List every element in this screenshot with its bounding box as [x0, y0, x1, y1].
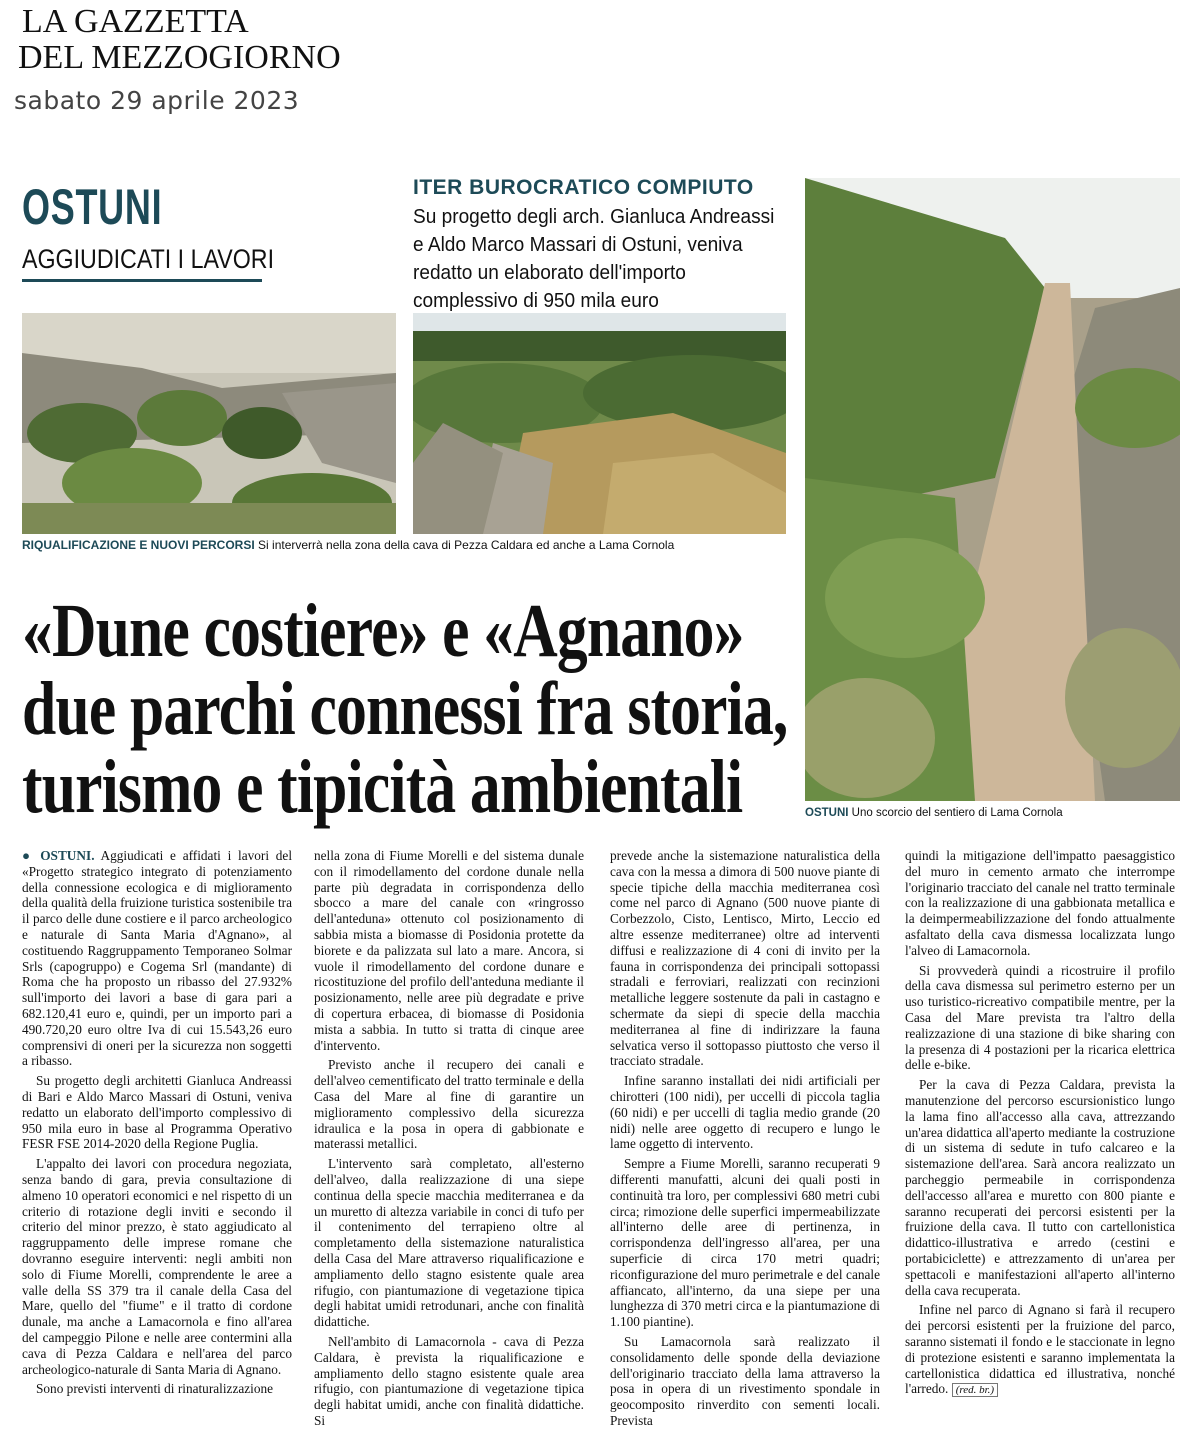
caption-top-label: RIQUALIFICAZIONE E NUOVI PERCORSI — [22, 538, 255, 552]
paragraph: Per la cava di Pezza Caldara, prevista la manutenzione del percorso escursionistico lungo la lama fino all'accesso alla cava, attrezzando un'area didattica all'aperto mediante la costruzione di un sistema di sedute in tufo calcareo e la sistemazione dell'area. Sarà ancora realizzato un parcheggio permeabile in corrispondenza dell'accesso all'area e muretto con 800 piante e saranno recuperati dei percorsi esistenti per la fruizione della cava. Il tutto con cartellonistica didattico-illustrativa e arredo (cestini e portabiciclette) e attrezzamento di un'area per spettacoli e manifestazioni all'aperto all'interno della cava recuperata. — [905, 1077, 1175, 1298]
photo-caption-top — [22, 538, 674, 552]
paragraph: Sempre a Fiume Morelli, saranno recuperati 9 differenti manufatti, alcuni dei quali posti in continuità tra loro, per complessivi 680 metri cubi circa; rimozione delle superfici impermeabilizzate all'interno delle aree di pertinenza, in corrispondenza dell'ingresso all'area, per una superficie di circa 170 metri quadri; riconfigurazione del muro perimetrale e del canale affiancato, all'interno, da una siepe per una lunghezza di 370 metri circa e la piantumazione di 1.100 piantine). — [610, 1156, 880, 1330]
kicker-underline — [22, 279, 262, 282]
caption-right-text: Uno scorcio del sentiero di Lama Cornola — [851, 807, 1063, 819]
publication-date: sabato 29 aprile 2023 — [14, 86, 300, 115]
paragraph: nella zona di Fiume Morelli e del sistema dunale con il rimodellamento del cordone dunale nella parte più degradata in corrispondenza dello sbocco a mare del canale con «ringrosso dell'anteduna» ottenuto col posizionamento di sabbia mista a biomasse di Posidonia protette da biorete e da palizzata sul lato a mare. Ancora, si vuole il rimodellamento del cordone dunare e ricostituzione del profilo dell'anteduna mediante il posizionamento, nelle aree più degradate e prive di copertura erbacea, di biomasse di Posidonia mista a sabbia. In tutto si tratta di cinque aree d'intervento. — [314, 848, 584, 1053]
paragraph: Nell'ambito di Lamacornola - cava di Pezza Caldara, è prevista la riqualificazione e ampliamento dello stagno esistente quale area rifugio, con piantumazione di vegetazione tipica degli habitat umidi, anche con finalità didattiche. Si — [314, 1333, 584, 1428]
headline-line3: turismo e tipicità ambientali — [22, 745, 743, 829]
dateline: ● OSTUNI. — [22, 848, 95, 863]
paragraph: Su progetto degli architetti Gianluca Andreassi di Bari e Aldo Marco Massari di Ostuni, veniva redatto un elaborato dell'importo complessivo di 950 mila euro in base al Programma Operativo FESR FSE 2014-2020 della Regione Puglia. — [22, 1073, 292, 1152]
paragraph: L'intervento sarà completato, all'esterno dell'alveo, dalla realizzazione di una siepe continua della specie macchia mediterranea e da un muretto di altezza variabile in conci di tufo per il contenimento del terrapieno oltre al completamento della sistemazione naturalistica della Casa del Mare attraverso riqualificazione e ampliamento dello stagno esistente quale area rifugio, con piantumazione di vegetazione tipica degli habitat umidi retrodunari, anche con finalità didattiche. — [314, 1156, 584, 1330]
paragraph: prevede anche la sistemazione naturalistica della cava con la messa a dimora di 500 nuove piante di specie tipiche della macchia mediterranea così come nel parco di Agnano (500 nuove piante di Corbezzolo, Cisto, Lentisco, Mirto, Leccio ed altre essenze mediterranee) oltre ad interventi diffusi e realizzazione di 4 coni di invito per la fauna in corrispondenza dei principali sottopassi stradali e ferroviari, realizzati con recinzioni metalliche leggere sostenute da pali in castagno e schermate da siepi di specie della macchia mediterranea al fine di indirizzare la fauna selvatica verso il sottopasso piuttosto che verso il tracciato stradale. — [610, 848, 880, 1069]
paragraph: Previsto anche il recupero dei canali e dell'alveo cementificato del tratto terminale e della Casa del Mare al fine di garantire un miglioramento complessivo della sicurezza idraulica e la posa in opera di gabbionate e materassi metallici. — [314, 1057, 584, 1152]
paragraph: Si provvederà quindi a ricostruire il profilo della cava dismessa sul perimetro esterno per un uso turistico-ricreativo compatibile mentre, per la Casa del Mare prevista tra l'altro della realizzazione di una stazione di bike sharing con la presenza di 4 postazioni per la ricarica elettrica delle e-bike. — [905, 962, 1175, 1073]
article-column-2 — [314, 848, 584, 1433]
section-city: OSTUNI — [22, 179, 163, 235]
article-column-1 — [22, 848, 292, 1401]
masthead-line1: LA GAZZETTA — [22, 3, 249, 40]
section-kicker: AGGIUDICATI I LAVORI — [22, 244, 275, 274]
paragraph: Su Lamacornola sarà realizzato il consolidamento delle sponde della deviazione dell'originario tracciato della lama attraverso la posa in opera di un rivestimento spondale in geocomposito rinverdito con sementi locali. Prevista — [610, 1333, 880, 1428]
headline-line1: «Dune costiere» e «Agnano» — [22, 589, 744, 673]
headline-line2: due parchi connessi fra storia, — [22, 667, 788, 751]
paragraph: ● OSTUNI. Aggiudicati e affidati i lavori del «Progetto strategico integrato di potenziamento della connessione ecologica e di miglioramento della qualità della fruizione turistica sostenibile tra il parco delle dune costiere e il parco archeologico e naturale di Santa Maria d'Agnano», al costituendo Raggruppamento Temporaneo Solmar Srls (capogruppo) e Cogema Srl (mandante) di Roma che ha proposto un ribasso del 27.932% sull'importo dei lavori a base di gara pari a 682.120,41 euro e, quindi, per un importo pari a 490.720,20 euro oltre Iva di cui 15.543,26 euro comprensivi di oneri per la sicurezza non soggetti a ribasso. — [22, 848, 293, 1069]
caption-right-label: OSTUNI — [805, 807, 849, 819]
article-column-4 — [905, 848, 1175, 1403]
photo-path — [805, 178, 1180, 801]
photo-quarry — [22, 313, 396, 534]
author-signature: (red. br.) — [952, 1383, 998, 1397]
masthead-line2: DEL MEZZOGIORNO — [18, 39, 341, 76]
sidebar-title: ITER BUROCRATICO COMPIUTO — [413, 176, 754, 199]
paragraph: Infine saranno installati dei nidi artificiali per chirotteri (100 nidi), per uccelli di piccola taglia (60 nidi) e per uccelli di taglia medio grande (20 nidi) nelle aree oggetto di recupero e lungo le lame oggetto di intervento. — [610, 1073, 880, 1152]
caption-top-text: Si interverrà nella zona della cava di Pezza Caldara ed anche a Lama Cornola — [258, 538, 675, 552]
article-column-3 — [610, 848, 880, 1433]
paragraph: Sono previsti interventi di rinaturalizzazione — [36, 1381, 274, 1397]
sidebar-text: Su progetto degli arch. Gianluca Andreassi e Aldo Marco Massari di Ostuni, veniva redatto un elaborato dell'importo complessivo di 950 mila euro — [413, 205, 775, 312]
paragraph: Infine nel parco di Agnano si farà il recupero dei percorsi esistenti per la fruizione del parco, saranno sistemati il fondo e le staccionate in legno di protezione esistenti e saranno implementata la cartellonistica didattica ed illustrativa, nonché l'arredo. (red. br.) — [905, 1302, 1175, 1397]
paragraph: L'appalto dei lavori con procedura negoziata, senza bando di gara, previa consultazione di almeno 10 operatori economici e nel rispetto di un criterio di rotazione degli inviti e secondo il criterio del minor prezzo, è stato aggiudicato al raggruppamento delle imprese romane che dovranno eseguire interventi: negli ambiti non solo di Fiume Morelli, comprendente le aree a valle della SS 379 tra il canale della Casa del Mare, quello del "fiume" e il tratto di cordone dunale, ma anche a Lamacornola e fino all'area del campeggio Pilone e nelle aree contermini alla cava di Pezza Caldara e nell'area del parco archeologico-naturale di Santa Maria di Agnano. — [22, 1156, 292, 1377]
paragraph: quindi la mitigazione dell'impatto paesaggistico del muro in cemento armato che interrompe l'originario tracciato del canale nel tratto terminale con la realizzazione di una gabbionata metallica e la deimpermeabilizzazione del fondo attualmente asfaltato della cava dismessa localizzata lungo l'alveo di Lamacornola. — [905, 848, 1175, 958]
photo-caption-right — [805, 807, 1063, 819]
photo-valley — [413, 313, 786, 534]
headline — [22, 589, 788, 829]
